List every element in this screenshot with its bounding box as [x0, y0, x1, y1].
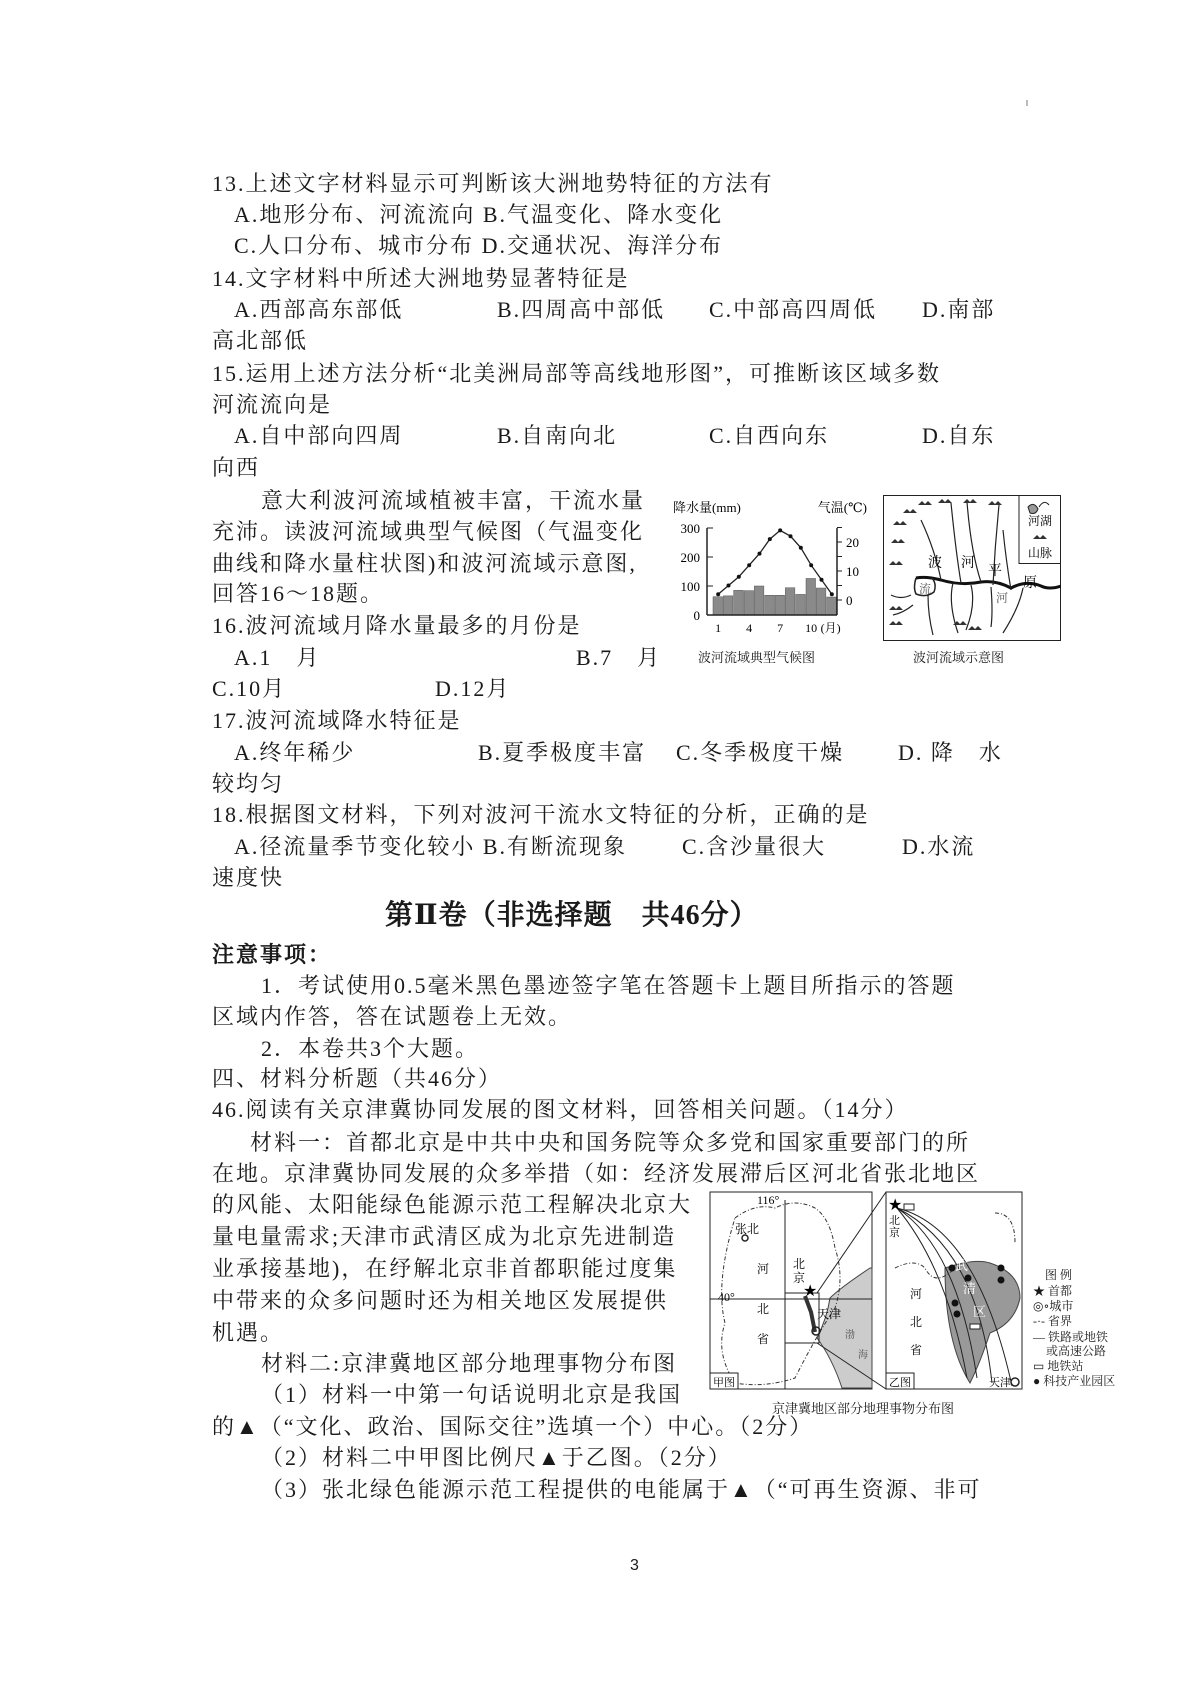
q46-sub1-cont: 的▲（“文化、政治、国际交往”选填一个）中心。（2分） [212, 1414, 814, 1439]
left-tick-label: 100 [680, 579, 700, 594]
material1-line: 材料一：首都北京是中共中央和国务院等众多党和国家重要部门的所 [250, 1130, 971, 1155]
po-river-map [883, 495, 1061, 641]
dot-icon: ● [1033, 1374, 1044, 1388]
place-label: 天津 [817, 1307, 842, 1321]
q46-stem: 46.阅读有关京津冀协同发展的图文材料，回答相关问题。（14分） [212, 1097, 909, 1122]
map-a [710, 1192, 872, 1389]
latitude-label: 40° [718, 1290, 735, 1304]
temp-point [830, 592, 834, 596]
legend-label: 科技产业园区 [1043, 1374, 1116, 1388]
right-axis-label: 气温(℃) [817, 500, 867, 515]
place-label: 河 [910, 1287, 923, 1301]
precip-bar [827, 597, 837, 615]
q15-option-d: D.自东 [922, 423, 996, 448]
intro-line: 充沛。读波河流域典型气候图（气温变化 [212, 519, 645, 544]
temp-point [716, 592, 720, 596]
boundary-icon: -·- [1033, 1314, 1048, 1328]
place-label: 北 [889, 1215, 900, 1227]
q17-option-a: A.终年稀少 [234, 740, 356, 765]
place-label: 京 [793, 1271, 806, 1285]
climate-chart [660, 490, 880, 670]
longitude-label: 116° [757, 1193, 780, 1207]
place-label: 天津 [989, 1377, 1011, 1389]
q16-option-c: C.10月 [212, 676, 287, 701]
place-label: 北 [793, 1257, 806, 1271]
intro-line: 意大利波河流域植被丰富，干流水量 [261, 488, 646, 513]
q46-sub3: （3）张北绿色能源示范工程提供的电能属于▲（“可再生资源、非可 [261, 1477, 982, 1502]
temp-point [778, 528, 782, 532]
q16-option-b: B.7 月 [576, 645, 662, 670]
legend-mountain-label: 山脉 [1027, 546, 1053, 560]
precip-bar [806, 578, 816, 615]
q16-option-d: D.12月 [435, 676, 511, 701]
city-icon: ◎∘ [1033, 1299, 1050, 1313]
q13-options-ab: A.地形分布、河流流向 B.气温变化、降水变化 [234, 202, 724, 227]
place-label: 区 [973, 1304, 987, 1319]
place-label: 北 [757, 1302, 770, 1316]
star-icon: ★ [1033, 1284, 1049, 1298]
q17-option-d-cont: 较均匀 [212, 771, 285, 796]
railway-icon: — [1033, 1330, 1048, 1344]
precip-bar [796, 594, 806, 615]
climate-chart-caption: 波河流域典型气候图 [698, 650, 816, 665]
q17-option-b: B.夏季极度丰富 [478, 740, 647, 765]
precip-bar [785, 588, 795, 615]
q18-option-d-cont: 速度快 [212, 865, 285, 890]
scan-mark [1026, 100, 1028, 106]
material1-line: 机遇。 [212, 1320, 285, 1345]
temp-point [747, 563, 751, 567]
q15-stem-cont: 河流流向是 [212, 392, 333, 417]
legend-label: 省界 [1048, 1314, 1073, 1328]
precip-bar [765, 595, 775, 615]
map-label: 原 [1023, 576, 1037, 591]
place-label: 武 [955, 1258, 969, 1273]
notice-title: 注意事项： [212, 942, 333, 967]
material1-line: 量电量需求;天津市武清区成为北京先进制造 [212, 1224, 677, 1249]
intro-line: 曲线和降水量柱状图)和波河流域示意图, [212, 551, 637, 576]
material1-line: 的风能、太阳能绿色能源示范工程解决北京大 [212, 1192, 693, 1217]
po-map-caption: 波河流域示意图 [913, 650, 1005, 665]
temp-point [768, 537, 772, 541]
precip-bar [816, 588, 826, 615]
intro-line: 回答16～18题。 [212, 581, 385, 606]
temp-point [820, 578, 824, 582]
place-label: 京 [889, 1227, 900, 1239]
left-tick-label: 200 [680, 550, 700, 565]
metro-station-icon [970, 1324, 980, 1329]
q17-stem: 17.波河流域降水特征是 [212, 708, 462, 733]
capital-star-icon: ★ [888, 1197, 903, 1214]
q13-options-cd: C.人口分布、城市分布 D.交通状况、海洋分布 [234, 233, 724, 258]
place-label: 河 [757, 1262, 770, 1276]
legend-railway [1033, 1330, 1108, 1344]
q17-option-c: C.冬季极度干燥 [676, 740, 845, 765]
notice-1: 1．考试使用0.5毫米黑色墨迹签字笔在答题卡上题目所指示的答题 [261, 973, 956, 998]
place-label: 海 [858, 1350, 868, 1361]
temp-point [799, 546, 803, 550]
map-label: 流 [919, 582, 932, 596]
legend-boundary [1033, 1314, 1072, 1328]
notice-2: 2．本卷共3个大题。 [261, 1036, 480, 1061]
map-label: 河 [996, 591, 1009, 605]
legend-label: 城市 [1049, 1299, 1074, 1313]
q18-option-c: C.含沙量很大 [682, 834, 827, 859]
material1-line: 在地。京津冀协同发展的众多举措（如：经济发展滞后区河北省张北地区 [212, 1161, 981, 1186]
temp-point [789, 534, 793, 538]
capital-star-icon: ★ [803, 1283, 818, 1300]
map-b [886, 1192, 1022, 1389]
q13-stem: 13.上述文字材料显示可判断该大洲地势特征的方法有 [212, 171, 774, 196]
legend-river-label: 河湖 [1027, 514, 1053, 528]
legend-title: 图 例 [1045, 1268, 1073, 1282]
left-axis-label: 降水量(mm) [673, 500, 741, 515]
place-label: 清 [963, 1281, 977, 1296]
notice-1-cont: 区域内作答，答在试题卷上无效。 [212, 1004, 573, 1029]
precip-bar [754, 586, 764, 615]
legend-label: 首都 [1048, 1284, 1073, 1298]
place-label: 张北 [735, 1222, 760, 1236]
place-label: 北 [910, 1315, 923, 1329]
page-number: 3 [630, 1557, 639, 1574]
legend-tech-park [1033, 1374, 1115, 1388]
material1-line: 中带来的众多问题时还为相关地区发展提供 [212, 1288, 669, 1313]
map-a-label: 甲图 [713, 1377, 735, 1389]
precip-bar [744, 591, 754, 615]
metro-station-icon: ▭ [1033, 1359, 1048, 1373]
map-label: 波 [928, 556, 942, 571]
q14-option-d-cont: 高北部低 [212, 328, 309, 353]
precip-bar [734, 590, 744, 615]
map-label: 河 [961, 556, 975, 571]
q14-option-c: C.中部高四周低 [709, 297, 878, 322]
right-tick-label: 10 [846, 564, 859, 579]
q14-option-b: B.四周高中部低 [497, 297, 666, 322]
jjj-map-figure [705, 1188, 1030, 1393]
right-tick-label: 20 [846, 535, 859, 550]
part-4-title: 四、材料分析题（共46分） [212, 1066, 503, 1091]
left-tick-label: 0 [693, 608, 700, 623]
month-unit-label: (月) [820, 621, 841, 635]
q15-option-c: C.自西向东 [709, 423, 830, 448]
map-b-label: 乙图 [889, 1377, 911, 1389]
q15-option-a: A.自中部向四周 [234, 423, 404, 448]
q14-option-a: A.西部高东部低 [234, 297, 404, 322]
q18-option-d: D.水流 [902, 834, 976, 859]
place-label: 省 [910, 1343, 923, 1357]
month-tick-label: 4 [746, 621, 753, 635]
temp-point [727, 584, 731, 588]
q14-stem: 14.文字材料中所述大洲地势显著特征是 [212, 266, 630, 291]
q18-stem: 18.根据图文材料，下列对波河干流水文特征的分析，正确的是 [212, 802, 870, 827]
temp-point [758, 552, 762, 556]
precip-bar [723, 596, 733, 615]
month-tick-label: 10 [805, 621, 818, 635]
q15-option-b: B.自南向北 [497, 423, 618, 448]
q15-option-d-cont: 向西 [212, 455, 261, 480]
legend-label: 铁路或地铁 [1048, 1330, 1109, 1344]
metro-station-icon [904, 1204, 914, 1210]
legend-railway-cont: 或高速公路 [1046, 1344, 1107, 1358]
q15-stem: 15.运用上述方法分析“北美洲局部等高线地形图”，可推断该区域多数 [212, 361, 942, 386]
place-label: 渤 [845, 1330, 855, 1341]
map-label: 平 [988, 564, 1002, 579]
left-tick-label: 300 [680, 521, 700, 536]
q18-options-ab: A.径流量季节变化较小 B.有断流现象 [234, 834, 628, 859]
month-tick-label: 7 [777, 621, 784, 635]
section-title: 第Ⅱ卷（非选择题 共46分） [385, 900, 759, 931]
material2-title: 材料二:京津冀地区部分地理事物分布图 [261, 1351, 678, 1376]
legend-city [1033, 1299, 1073, 1313]
q17-option-d: D. 降 水 [898, 740, 1003, 765]
right-tick-label: 0 [846, 593, 853, 608]
temp-point [737, 575, 741, 579]
q46-sub1: （1）材料一中第一句话说明北京是我国 [261, 1382, 683, 1407]
temp-point [809, 563, 813, 567]
jjj-map-caption: 京津冀地区部分地理事物分布图 [772, 1401, 955, 1416]
precip-bar [775, 595, 785, 615]
material1-line: 业承接基地)，在纾解北京非首都职能过度集 [212, 1256, 678, 1281]
q46-sub2: （2）材料二中甲图比例尺▲于乙图。（2分） [261, 1445, 732, 1470]
legend-capital [1033, 1284, 1072, 1298]
legend-metro [1033, 1359, 1083, 1373]
q16-option-a: A.1 月 [234, 645, 321, 670]
precip-bar [713, 597, 723, 615]
legend-label: 地铁站 [1047, 1359, 1084, 1373]
q16-stem: 16.波河流域月降水量最多的月份是 [212, 613, 582, 638]
place-label: 省 [757, 1332, 770, 1346]
month-tick-label: 1 [715, 621, 722, 635]
q14-option-d: D.南部 [922, 297, 996, 322]
